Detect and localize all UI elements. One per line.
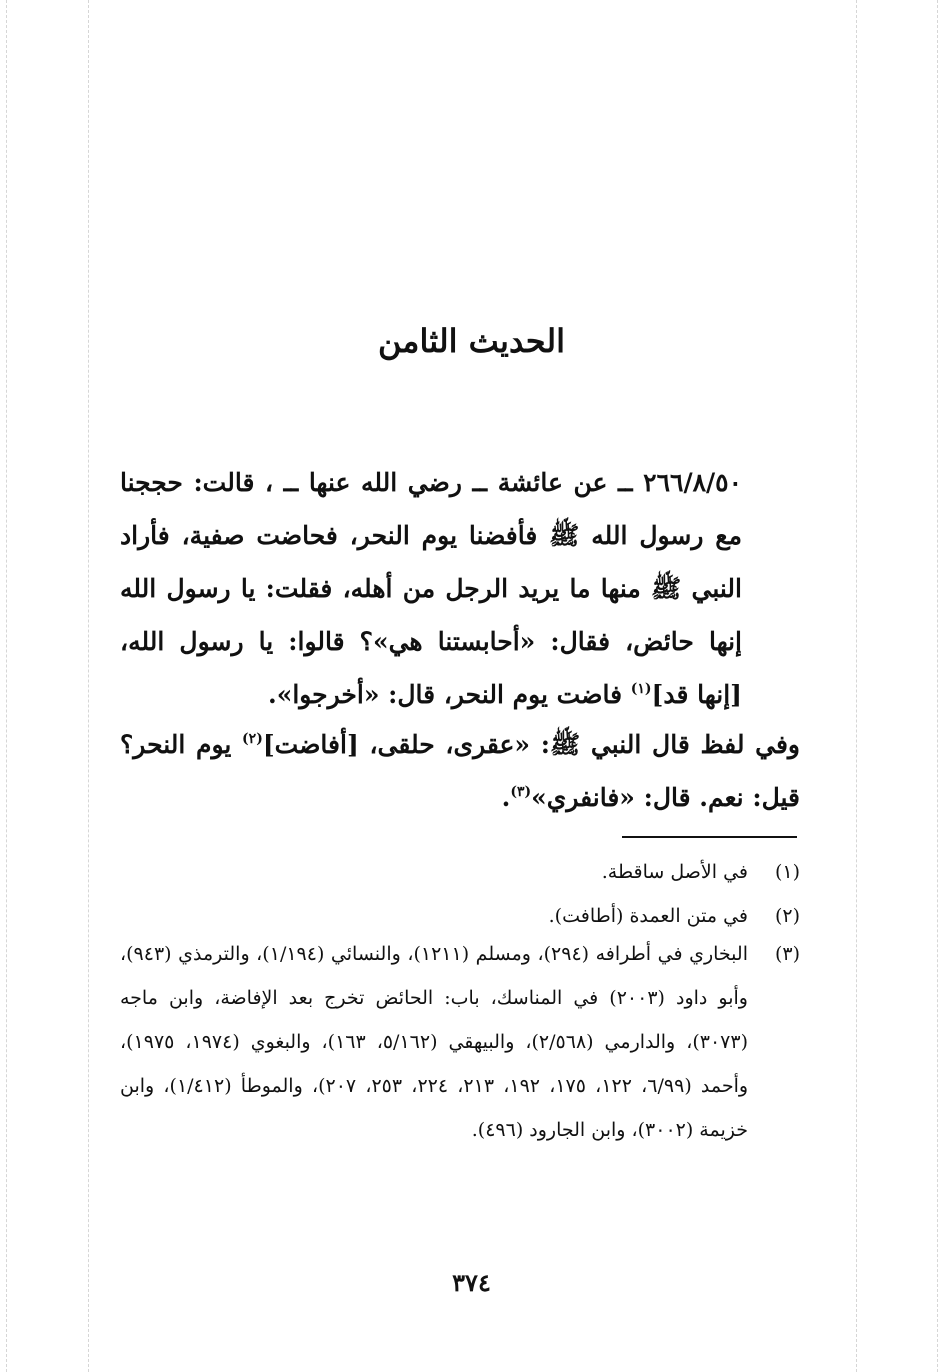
page-number: ٣٧٤ xyxy=(452,1268,491,1297)
hadith-paragraph-1 xyxy=(120,456,800,721)
footnote-text: في الأصل ساقطة. xyxy=(601,861,748,883)
footnote-text: البخاري في أطرافه (٢٩٤)، ومسلم (١٢١١)، والنسائي (١/١٩٤)، والترمذي (٩٤٣)، وأبو داود (٢٠٠٣) في المناسك، باب: الحائض تخرج بعد الإفاضة، وابن ماجه (٣٠٧٣)، والدارمي (٢/٥٦٨)، والبيهقي (٥/١٦٢، ١٦٣)، والبغوي (١٩٧٤، ١٩٧٥)، وأحمد (٦/٩٩، ١٢٢، ١٧٥، ١٩٢، ٢١٣، ٢٢٤، ٢٥٣، ٢٠٧)، والموطأ (١/٤١٢)، وابن خزيمة (٣٠٠٢)، وابن الجارود (٤٩٦). xyxy=(120,943,749,1141)
hadith-text-tail: فاضت يوم النحر، قال: «أخرجوا». xyxy=(267,680,631,709)
footnote-ref-2[interactable]: (٢) xyxy=(242,731,263,747)
footnote-divider xyxy=(622,836,797,838)
footnote-text: في متن العمدة (أطافت). xyxy=(548,905,748,927)
hadith-text xyxy=(120,456,800,721)
variant-text-end: . xyxy=(501,783,511,812)
footnote-number: (١) xyxy=(774,861,800,883)
margin-guide-left-inner xyxy=(88,0,89,1372)
margin-guide-right-outer xyxy=(937,0,938,1372)
hadith-paragraph-2 xyxy=(120,718,800,824)
footnote-number: (٣) xyxy=(774,943,800,965)
footnote-3 xyxy=(120,932,800,1152)
footnote-1 xyxy=(120,850,800,894)
margin-guide-right-inner xyxy=(856,0,857,1372)
page-title: الحديث الثامن xyxy=(377,322,566,360)
hadith-variant-text xyxy=(120,718,800,824)
variant-text-start: وفي لفظ قال النبي ﷺ: «عقرى، حلقى، [أفاضت] xyxy=(262,730,800,759)
variant-text-mid: يوم النحر؟ قيل: نعم. قال: «فانفري» xyxy=(120,730,800,812)
footnote-ref-3[interactable]: (٣) xyxy=(510,784,532,800)
margin-guide-left-outer xyxy=(6,0,7,1372)
hadith-text-main: ٢٦٦/٨/٥٠ ــ عن عائشة ــ رضي الله عنها ــ ، قالت: حججنا مع رسول الله ﷺ فأفضنا يوم النحر، فحاضت صفية، فأراد النبي ﷺ منها ما يريد الرجل من أهله، فقلت: يا رسول الله إنها حائض، فقال: «أحابستنا هي»؟ قالوا: يا رسول الله، [إنها قد] xyxy=(120,468,742,709)
footnote-number: (٢) xyxy=(774,905,800,927)
footnote-ref-1[interactable]: (١) xyxy=(630,681,652,697)
